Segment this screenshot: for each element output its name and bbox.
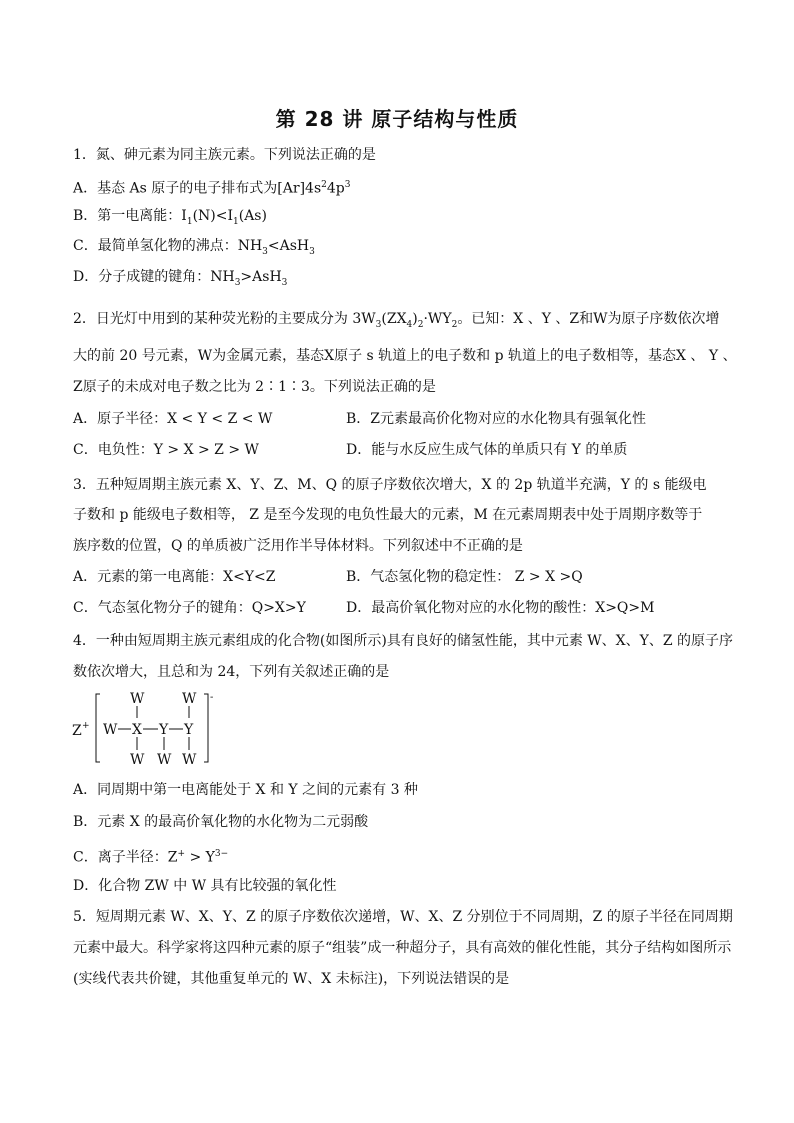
diagram-atom-y-1: Y (159, 722, 169, 738)
q1-option-d: D．分子成键的键角：$NH_3>AsH_3$ (73, 269, 288, 288)
diagram-atom-w-bottom-3: W (182, 752, 197, 768)
q2-option-d: D．能与水反应生成气体的单质只有 Y 的单质 (346, 442, 628, 458)
q2-option-a: A．原子半径：X < Y < Z < W (73, 411, 273, 427)
q2-stem-line-1: 2．日光灯中用到的某种荧光粉的主要成分为 $3W_3(ZX_4)_2\cdot WY_2$。已知：X 、Y 、Z和W为原子序数依次增 (73, 311, 720, 330)
diagram-atom-x: X (132, 722, 142, 738)
structure-diagram (72, 688, 242, 768)
q4-option-b: B．元素 X 的最高价氧化物的水化物为二元弱酸 (73, 814, 369, 830)
diagram-atom-w-bottom-1: W (130, 752, 145, 768)
q3-option-c: C．气态氢化物分子的键角：Q>X>Y (73, 600, 306, 616)
diagram-atom-w-left: W (103, 722, 118, 738)
q2-stem-line-3: Z原子的未成对电子数之比为 2∶1∶3。下列说法正确的是 (73, 379, 436, 395)
q3-stem-line-2: 子数和 p 能级电子数相等， Z 是至今发现的电负性最大的元素，M 在元素周期表中处于周期序数等于 (73, 507, 703, 523)
q5-stem-line-1: 5．短周期元素 W、X、Y、Z 的原子序数依次递增，W、X、Z 分别位于不同周期，Z 的原子半径在同周期 (73, 909, 733, 925)
q5-stem-line-3: (实线代表共价键，其他重复单元的 W、X 未标注)，下列说法错误的是 (73, 971, 510, 987)
q1-option-b: B．第一电离能：$I_1(N)<I_1(As)$ (73, 208, 267, 227)
q3-option-b: B．气态氢化物的稳定性： Z > X >Q (346, 569, 583, 585)
q2-option-c: C．电负性：Y > X > Z > W (73, 442, 259, 458)
q4-option-d: D．化合物 ZW 中 W 具有比较强的氧化性 (73, 878, 337, 894)
q3-option-a: A．元素的第一电离能：X<Y<Z (73, 569, 276, 585)
diagram-anion-charge: - (210, 692, 214, 703)
q2-stem-line-2: 大的前 20 号元素，W为金属元素，基态X原子 s 轨道上的电子数和 p 轨道上的电子数相等，基态X 、 Y 、 (73, 348, 737, 364)
diagram-atom-w-top-2: W (182, 691, 197, 707)
diagram-atom-w-bottom-2: W (157, 752, 172, 768)
q4-stem-line-2: 数依次增大，且总和为 24，下列有关叙述正确的是 (73, 664, 390, 680)
q3-stem-line-3: 族序数的位置，Q 的单质被广泛用作半导体材料。下列叙述中不正确的是 (73, 538, 523, 554)
diagram-bracket-right (204, 694, 208, 762)
q3-stem-line-1: 3．五种短周期主族元素 X、Y、Z、M、Q 的原子序数依次增大，X 的 2p 轨道半充满，Y 的 s 能级电 (73, 477, 707, 493)
q1-option-a: A．基态 As 原子的电子排布式为$[Ar]4s^24p^3$ (73, 180, 351, 197)
q4-stem-line-1: 4．一种由短周期主族元素组成的化合物(如图所示)具有良好的储氢性能，其中元素 W、X、Y、Z 的原子序 (73, 633, 734, 649)
q2-option-b: B．Z元素最高价化物对应的水化物具有强氧化性 (346, 411, 647, 427)
diagram-atom-y-2: Y (184, 722, 194, 738)
q4-option-a: A．同周期中第一电离能处于 X 和 Y 之间的元素有 3 种 (73, 782, 418, 798)
q1-stem: 1．氮、砷元素为同主族元素。下列说法正确的是 (73, 147, 376, 163)
q1-option-c: C．最简单氢化物的沸点：$NH_3<AsH_3$ (73, 238, 315, 257)
page-title: 第 28 讲 原子结构与性质 (275, 107, 519, 131)
diagram-atom-w-top-1: W (130, 691, 145, 707)
q4-option-c: C．离子半径：$Z^+ > Y^{3-}$ (73, 849, 229, 866)
diagram-cation: Z (72, 723, 82, 739)
diagram-bracket-left (96, 694, 100, 762)
q5-stem-line-2: 元素中最大。科学家将这四种元素的原子“组装”成一种超分子，具有高效的催化性能，其分子结构如图所示 (73, 940, 732, 956)
q3-option-d: D．最高价氧化物对应的水化物的酸性：X>Q>M (346, 600, 655, 616)
diagram-cation-charge: + (82, 721, 90, 731)
